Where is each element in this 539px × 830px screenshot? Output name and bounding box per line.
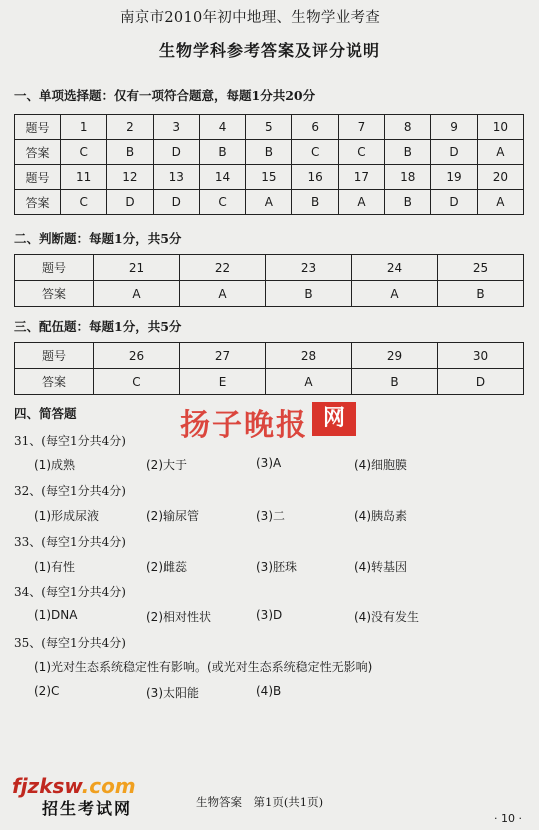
answer-31-2: (2)大于 bbox=[146, 458, 187, 472]
answer-cell: C bbox=[94, 369, 180, 395]
site-domain-main: fjzksw bbox=[12, 774, 82, 798]
exam-header: 南京市2010年初中地理、生物学业考查 bbox=[120, 10, 381, 26]
answer-cell: B bbox=[385, 140, 431, 165]
answer-cell: A bbox=[180, 281, 266, 307]
section-1-answer-table bbox=[14, 114, 524, 215]
question-number: 15 bbox=[246, 165, 292, 190]
row-label: 题号 bbox=[15, 115, 61, 140]
answer-34-1: (1)DNA bbox=[34, 608, 78, 622]
question-number: 25 bbox=[438, 255, 524, 281]
answer-cell: C bbox=[338, 140, 384, 165]
section-2-heading: 二、判断题：每题1分，共5分 bbox=[14, 231, 182, 246]
answer-32-1: (1)形成尿液 bbox=[34, 509, 99, 523]
answer-cell: B bbox=[246, 140, 292, 165]
question-number: 19 bbox=[431, 165, 477, 190]
question-number: 2 bbox=[107, 115, 153, 140]
section-3-heading: 三、配伍题：每题1分，共5分 bbox=[14, 319, 182, 334]
row-label: 题号 bbox=[15, 165, 61, 190]
answer-cell: A bbox=[477, 140, 523, 165]
answer-31-3: (3)A bbox=[256, 456, 282, 470]
answer-34-2: (2)相对性状 bbox=[146, 610, 211, 624]
document-title: 生物学科参考答案及评分说明 bbox=[158, 41, 380, 60]
question-number: 13 bbox=[153, 165, 199, 190]
answer-31-4: (4)细胞膜 bbox=[354, 458, 407, 472]
question-number: 11 bbox=[61, 165, 107, 190]
answer-35-3: (3)太阳能 bbox=[146, 686, 199, 700]
answer-cell: C bbox=[199, 190, 245, 215]
question-number: 18 bbox=[385, 165, 431, 190]
answer-cell: A bbox=[266, 369, 352, 395]
answer-cell: D bbox=[431, 140, 477, 165]
answer-35-2: (2)C bbox=[34, 684, 60, 698]
answer-34-3: (3)D bbox=[256, 608, 283, 622]
question-33-label: 33、(每空1分共4分) bbox=[14, 535, 126, 549]
answer-cell: A bbox=[94, 281, 180, 307]
question-number: 16 bbox=[292, 165, 338, 190]
question-number: 27 bbox=[180, 343, 266, 369]
watermark-box: 网 bbox=[312, 402, 356, 436]
table-row bbox=[15, 115, 524, 140]
page-footer: 生物答案 第1页(共1页) bbox=[196, 795, 324, 809]
question-number: 30 bbox=[438, 343, 524, 369]
answer-cell: C bbox=[61, 190, 107, 215]
answer-cell: A bbox=[352, 281, 438, 307]
answer-cell: A bbox=[477, 190, 523, 215]
row-label: 答案 bbox=[15, 281, 94, 307]
answer-32-2: (2)输尿管 bbox=[146, 509, 199, 523]
answer-34-4: (4)没有发生 bbox=[354, 610, 419, 624]
yangtse-evening-post-watermark bbox=[180, 394, 360, 444]
answer-cell: B bbox=[292, 190, 338, 215]
question-number: 7 bbox=[338, 115, 384, 140]
table-row bbox=[15, 369, 524, 395]
site-domain-tail: .com bbox=[81, 774, 136, 798]
answer-32-4: (4)胰岛素 bbox=[354, 509, 407, 523]
site-slogan: 招生考试网 bbox=[42, 799, 133, 818]
answer-cell: A bbox=[338, 190, 384, 215]
answer-cell: D bbox=[153, 140, 199, 165]
table-row bbox=[15, 190, 524, 215]
answer-35-1: (1)光对生态系统稳定性有影响。(或光对生态系统稳定性无影响) bbox=[34, 660, 373, 674]
question-number: 6 bbox=[292, 115, 338, 140]
row-label: 答案 bbox=[15, 190, 61, 215]
table-row bbox=[15, 140, 524, 165]
answer-cell: D bbox=[107, 190, 153, 215]
question-32-label: 32、(每空1分共4分) bbox=[14, 484, 126, 498]
question-number: 8 bbox=[385, 115, 431, 140]
answer-cell: B bbox=[199, 140, 245, 165]
question-number: 12 bbox=[107, 165, 153, 190]
question-number: 22 bbox=[180, 255, 266, 281]
table-row bbox=[15, 281, 524, 307]
question-number: 20 bbox=[477, 165, 523, 190]
watermark-text: 扬子晚报 bbox=[180, 408, 308, 443]
question-number: 5 bbox=[246, 115, 292, 140]
question-number: 21 bbox=[94, 255, 180, 281]
answer-31-1: (1)成熟 bbox=[34, 458, 75, 472]
answer-33-4: (4)转基因 bbox=[354, 560, 407, 574]
row-label: 题号 bbox=[15, 255, 94, 281]
question-number: 3 bbox=[153, 115, 199, 140]
answer-cell: C bbox=[292, 140, 338, 165]
question-number: 29 bbox=[352, 343, 438, 369]
answer-cell: D bbox=[153, 190, 199, 215]
question-number: 1 bbox=[61, 115, 107, 140]
answer-33-1: (1)有性 bbox=[34, 560, 75, 574]
section-4-heading: 四、简答题 bbox=[14, 406, 77, 421]
question-number: 10 bbox=[477, 115, 523, 140]
section-1-heading: 一、单项选择题：仅有一项符合题意，每题1分共20分 bbox=[14, 88, 316, 103]
section-3-answer-table bbox=[14, 342, 524, 395]
question-number: 9 bbox=[431, 115, 477, 140]
question-number: 14 bbox=[199, 165, 245, 190]
section-2-answer-table bbox=[14, 254, 524, 307]
row-label: 答案 bbox=[15, 140, 61, 165]
question-31-label: 31、(每空1分共4分) bbox=[14, 434, 126, 448]
table-row bbox=[15, 255, 524, 281]
answer-cell: E bbox=[180, 369, 266, 395]
table-row bbox=[15, 343, 524, 369]
question-number: 24 bbox=[352, 255, 438, 281]
answer-cell: C bbox=[61, 140, 107, 165]
site-domain bbox=[12, 774, 136, 798]
question-number: 26 bbox=[94, 343, 180, 369]
question-35-label: 35、(每空1分共4分) bbox=[14, 636, 126, 650]
answer-cell: B bbox=[266, 281, 352, 307]
row-label: 题号 bbox=[15, 343, 94, 369]
question-number: 28 bbox=[266, 343, 352, 369]
answer-cell: B bbox=[438, 281, 524, 307]
answer-cell: D bbox=[438, 369, 524, 395]
answer-cell: B bbox=[107, 140, 153, 165]
answer-cell: D bbox=[431, 190, 477, 215]
site-logo bbox=[12, 774, 136, 819]
table-row bbox=[15, 165, 524, 190]
answer-33-2: (2)雌蕊 bbox=[146, 560, 187, 574]
question-number: 23 bbox=[266, 255, 352, 281]
answer-cell: B bbox=[352, 369, 438, 395]
answer-33-3: (3)胚珠 bbox=[256, 560, 297, 574]
answer-cell: B bbox=[385, 190, 431, 215]
question-number: 17 bbox=[338, 165, 384, 190]
page-number: · 10 · bbox=[494, 812, 522, 825]
question-34-label: 34、(每空1分共4分) bbox=[14, 585, 126, 599]
answer-32-3: (3)二 bbox=[256, 509, 285, 523]
question-number: 4 bbox=[199, 115, 245, 140]
row-label: 答案 bbox=[15, 369, 94, 395]
answer-35-4: (4)B bbox=[256, 684, 282, 698]
answer-cell: A bbox=[246, 190, 292, 215]
